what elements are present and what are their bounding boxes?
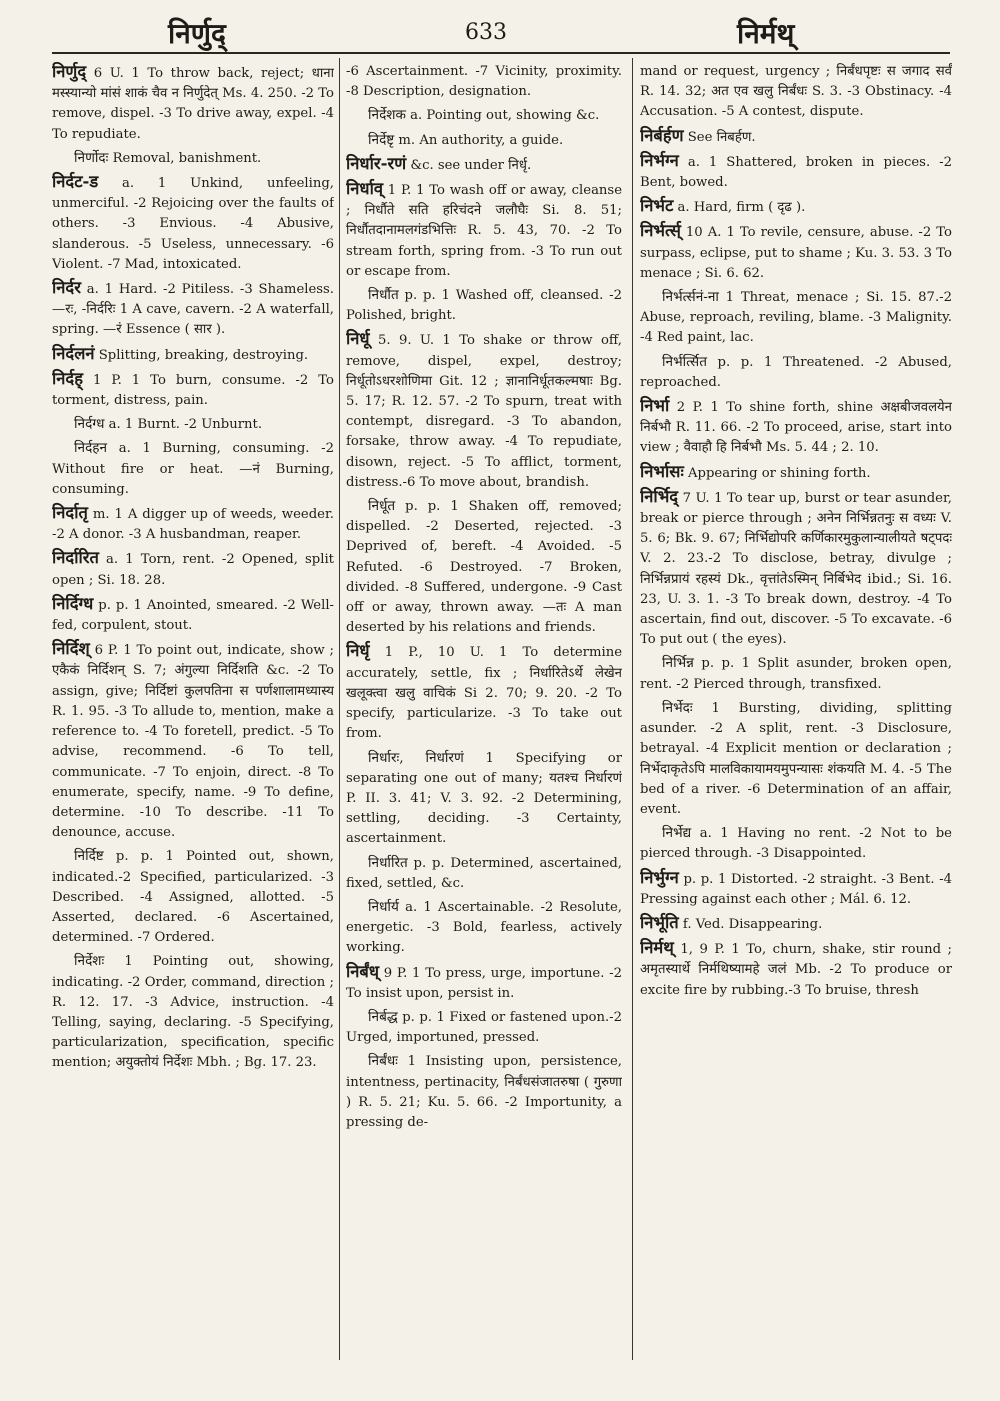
entry-definition: Removal, banishment. bbox=[108, 150, 262, 166]
entry-definition: a. 1 Shattered, broken in pieces. -2 Bent, bowed. bbox=[640, 154, 952, 191]
dictionary-entry bbox=[52, 148, 334, 169]
entry-subword: निर्बद्ध bbox=[368, 1008, 398, 1025]
entry-definition: &c. see under निर्धृ. bbox=[406, 157, 532, 173]
header-rule bbox=[52, 52, 950, 54]
entry-headword: निर्धाव् bbox=[346, 179, 384, 199]
entry-subword: निर्दग्ध bbox=[74, 416, 105, 433]
entry-definition: m. An authority, a guide. bbox=[394, 132, 564, 148]
entry-subword: निर्धूत bbox=[368, 498, 396, 515]
column-1 bbox=[52, 62, 334, 1400]
entry-definition: p. p. 1 Split asunder, broken open, rent. -2 Pierced through, transfixed. bbox=[640, 656, 952, 692]
dictionary-entry bbox=[346, 962, 622, 1004]
entry-definition: p. p. 1 Anointed, smeared. -2 Well-fed, corpulent, stout. bbox=[52, 597, 334, 634]
dictionary-entry bbox=[346, 130, 622, 151]
dictionary-entry bbox=[346, 154, 622, 176]
column-divider bbox=[339, 58, 340, 1360]
dictionary-entry bbox=[52, 172, 334, 275]
dictionary-entry bbox=[52, 344, 334, 366]
dictionary-entry bbox=[640, 352, 952, 393]
entry-headword: निर्दह् bbox=[52, 368, 83, 388]
entry-headword: निर्दारित bbox=[52, 548, 99, 568]
entry-definition: 6 P. 1 To point out, indicate, show ; एकैकं निर्दिशन् S. 7; अंगुल्या निर्दिशति &c. -2 To assign, give; निर्दिष्टां कुलपतिना स पर्णशालामध्यास्य R. 1. 95. -3 To allude to, mention, make a reference to. -4 To foretell, predict. -5 To advise, recommend. -6 To tell, communicate. -7 To enjoin, direct. -8 To enumerate, specify, name. -9 To define, determine. -10 To describe. -11 To denounce, accuse. bbox=[52, 643, 334, 841]
dictionary-entry bbox=[346, 179, 622, 282]
entry-subword: निर्धारः, निर्धारणं bbox=[368, 749, 464, 766]
dictionary-entry bbox=[640, 151, 952, 193]
dictionary-entry bbox=[346, 329, 622, 493]
entry-definition: a. 1 Hard. -2 Pitiless. -3 Shameless. —रः, -निर्दरिः 1 A cave, cavern. -2 A waterfall, spring. —रं Essence ( सार ). bbox=[52, 282, 334, 338]
entry-headword: निर्दलनं bbox=[52, 343, 95, 363]
dictionary-entry bbox=[52, 503, 334, 545]
entry-subword: निर्भर्त्सित bbox=[662, 353, 707, 370]
entry-subword: निर्देष्टृ bbox=[368, 131, 395, 148]
entry-definition: a. Pointing out, showing &c. bbox=[405, 108, 600, 124]
entry-headword: निर्भुग्न bbox=[640, 867, 679, 887]
header-first-word: निर्णुद् bbox=[168, 17, 226, 50]
entry-definition: p. p. 1 Washed off, cleansed. -2 Polished, bright. bbox=[346, 288, 622, 324]
entry-headword: निर्भर्त्स् bbox=[640, 221, 681, 241]
dictionary-entry bbox=[346, 496, 622, 638]
entry-definition: 5. 9. U. 1 To shake or throw off, remove, dispel, expel, destroy; निर्धूतोऽधरशोणिमा Git. 12 ; ज्ञानानिर्धूतकल्मषाः Bg. 5. 17; R. 12. 57. -2 To spurn, treat with contempt, disregard. -3 To abandon, forsake, throw away. -4 To repudiate, disown, reject. -5 To afflict, torment, distress.-6 To move about, brandish. bbox=[346, 333, 622, 490]
dictionary-entry bbox=[52, 639, 334, 843]
dictionary-entry bbox=[640, 653, 952, 694]
dictionary-entry bbox=[52, 438, 334, 500]
entry-subword: निर्धारित bbox=[368, 854, 408, 871]
dictionary-entry bbox=[346, 748, 622, 850]
dictionary-entry bbox=[52, 369, 334, 411]
entry-headword: निर्भिद् bbox=[640, 486, 679, 506]
entry-definition: Splitting, breaking, destroying. bbox=[94, 347, 309, 363]
dictionary-entry bbox=[52, 548, 334, 590]
dictionary-entry bbox=[52, 846, 334, 948]
entry-subword: निर्देशक bbox=[368, 107, 406, 124]
dictionary-entry bbox=[52, 594, 334, 636]
column-2 bbox=[346, 62, 622, 1400]
dictionary-entry bbox=[640, 396, 952, 459]
page-number: 633 bbox=[465, 20, 507, 45]
dictionary-entry bbox=[640, 196, 952, 218]
entry-headword: निर्धू bbox=[346, 329, 370, 349]
entry-headword: निर्मथ् bbox=[640, 938, 674, 958]
dictionary-entry bbox=[640, 221, 952, 284]
entry-subword: निर्भेद्य bbox=[662, 825, 692, 842]
dictionary-entry bbox=[640, 487, 952, 651]
entry-subword: निर्दिष्ट bbox=[74, 848, 104, 865]
running-header bbox=[0, 14, 1000, 54]
entry-headword: निर्भट bbox=[640, 196, 674, 216]
entry-headword: निर्दातृ bbox=[52, 503, 88, 523]
entry-subword: निर्भर्त्सनं-ना bbox=[662, 289, 719, 306]
column-3 bbox=[640, 62, 952, 1400]
dictionary-entry bbox=[640, 698, 952, 820]
entry-definition: 1 P., 10 U. 1 To determine accurately, settle, fix ; निर्धारितेऽर्थे लेखेन खलूक्त्वा खलु वाचिकं Si 2. 70; 9. 20. -2 To specify, particularize. -3 To take out from. bbox=[346, 645, 622, 742]
entry-definition: p. p. 1 Pointed out, shown, indicated.-2 Specified, particularized. -3 Described. -4 Assigned, allotted. -5 Asserted, declared. -6 Ascertained, determined. -7 Ordered. bbox=[52, 849, 334, 946]
entry-definition: Appearing or shining forth. bbox=[683, 465, 871, 481]
dictionary-entry bbox=[640, 126, 952, 148]
entry-subword: निर्भिन्न bbox=[662, 655, 694, 672]
entry-headword: निर्दिग्ध bbox=[52, 593, 94, 613]
entry-definition: 9 P. 1 To press, urge, importune. -2 To insist upon, persist in. bbox=[346, 965, 622, 1001]
entry-headword: निर्भूति bbox=[640, 912, 679, 932]
entry-headword: निर्भा bbox=[640, 396, 670, 416]
entry-definition: a. Hard, firm ( दृढ ). bbox=[673, 200, 806, 216]
entry-subword: निर्धार्य bbox=[368, 898, 399, 915]
entry-definition: 1 Insisting upon, persistence, intentness, pertinacity, निर्बंधसंजातरुषा ( गुरुणा ) R. 5. 21; Ku. 5. 66. -2 Importunity, a pressing de- bbox=[346, 1054, 622, 1130]
entry-definition: a. 1 Burnt. -2 Unburnt. bbox=[104, 417, 263, 433]
entry-definition: 1 Specifying or separating one out of many; यतश्च निर्धारणं P. II. 3. 41; V. 3. 92. -2 Determining, settling, deciding. -3 Certainty, ascertainment. bbox=[346, 750, 622, 847]
dictionary-entry bbox=[346, 105, 622, 126]
dictionary-entry bbox=[346, 897, 622, 959]
entry-definition: -6 Ascertainment. -7 Vicinity, proximity. -8 Description, designation. bbox=[346, 64, 622, 100]
entry-subword: निर्बंधः bbox=[368, 1053, 398, 1070]
dictionary-entry bbox=[52, 951, 334, 1073]
entry-headword: निर्बर्हण bbox=[640, 125, 684, 145]
entry-headword: निर्भासः bbox=[640, 461, 684, 481]
entry-headword: निर्भग्न bbox=[640, 150, 679, 170]
entry-headword: निर्णुद् bbox=[52, 62, 87, 81]
entry-definition: 1 Pointing out, showing, indicating. -2 Order, command, direction ; R. 12. 17. -3 Advice, instruction. -4 Telling, saying, declaring. -5 Specifying, particularization, specification, specific mention; अयुक्तोयं निर्देशः Mbh. ; Bg. 17. 23. bbox=[52, 954, 334, 1071]
dictionary-entry bbox=[346, 1051, 622, 1133]
entry-definition: a. 1 Ascertainable. -2 Resolute, energetic. -3 Bold, fearless, actively working. bbox=[346, 899, 622, 956]
entry-definition: See निबर्हण. bbox=[683, 129, 756, 145]
entry-definition: p. p. 1 Fixed or fastened upon.-2 Urged, importuned, pressed. bbox=[346, 1009, 622, 1046]
entry-definition: p. p. Determined, ascertained, fixed, settled, &c. bbox=[346, 855, 622, 891]
dictionary-entry bbox=[346, 853, 622, 894]
dictionary-entry bbox=[346, 62, 622, 102]
entry-definition: 1 P. 1 To wash off or away, cleanse ; निर्धौते सति हरिचंदने जलौघैः Si. 8. 51; निर्धौतदानामलगंडभित्तिः R. 5. 43, 70. -2 To stream forth, spring from. -3 To run out or escape from. bbox=[346, 183, 622, 279]
entry-definition: a. 1 Torn, rent. -2 Opened, split open ; Si. 18. 28. bbox=[52, 552, 334, 588]
dictionary-entry bbox=[640, 62, 952, 123]
entry-definition: a. 1 Unkind, unfeeling, unmerciful. -2 Rejoicing over the faults of others. -3 Envious. -4 Abusive, slanderous. -5 Useless, unnecessary. -6 Violent. -7 Mad, intoxicated. bbox=[52, 176, 334, 272]
dictionary-entry bbox=[640, 913, 952, 935]
entry-subword: निर्दहन bbox=[74, 440, 108, 457]
entry-subword: निर्णोदः bbox=[74, 149, 109, 166]
dictionary-entry bbox=[346, 285, 622, 326]
entry-definition: 1 P. 1 To burn, consume. -2 To torment, distress, pain. bbox=[52, 372, 334, 409]
entry-definition: 6 U. 1 To throw back, reject; धाना मस्स्यान्यो मांसं शाकं चैव न निर्णुदेत् Ms. 4. 250. -2 To remove, dispel. -3 To drive away, expel. -4 To repudiate. bbox=[52, 66, 334, 142]
entry-definition: 10 A. 1 To revile, censure, abuse. -2 To surpass, eclipse, put to shame ; Ku. 3. 53. 3 To menace ; Si. 6. 62. bbox=[640, 225, 952, 281]
dictionary-entry bbox=[640, 823, 952, 864]
dictionary-entry bbox=[346, 1007, 622, 1048]
entry-definition: mand or request, urgency ; निर्बंधपृष्टः स जगाद सर्वं R. 14. 32; अत एव खलु निर्बंधः S. 3. -3 Obstinacy. -4 Accusation. -5 A contest, dispute. bbox=[640, 64, 952, 120]
dictionary-entry bbox=[52, 278, 334, 341]
entry-definition: p. p. 1 Threatened. -2 Abused, reproached. bbox=[640, 354, 952, 390]
entry-headword: निर्धार-रणं bbox=[346, 153, 407, 173]
entry-headword: निर्दट-ड bbox=[52, 172, 99, 192]
entry-definition: 1, 9 P. 1 To, churn, shake, stir round ; अमृतस्यार्थे निर्मथिष्यामहे जलं Mb. -2 To produce or excite fire by rubbing.-3 To bruise, thresh bbox=[640, 942, 952, 998]
entry-definition: a. 1 Having no rent. -2 Not to be pierced through. -3 Disappointed. bbox=[640, 826, 952, 862]
entry-definition: 1 Bursting, dividing, splitting asunder. -2 A split, rent. -3 Disclosure, betrayal. -4 Explicit mention or declaration ; निर्भेदाकृतेऽपि मालविकायामयमुपन्यासः शंकयति M. 4. -5 The bed of a river. -6 Determination of an affair, event. bbox=[640, 700, 952, 817]
entry-definition: p. p. 1 Distorted. -2 straight. -3 Bent. -4 Pressing against each other ; Mál. 6. 12. bbox=[640, 871, 952, 907]
entry-definition: p. p. 1 Shaken off, removed; dispelled. -2 Deserted, rejected. -3 Deprived of, bereft. -4 Avoided. -5 Refuted. -6 Destroyed. -7 Broken, divided. -8 Suffered, undergone. -9 Cast off or away, thrown away. —तः A man deserted by his relations and friends. bbox=[346, 499, 622, 636]
dictionary-entry bbox=[52, 62, 334, 145]
entry-headword: निर्बंध् bbox=[346, 961, 379, 981]
dictionary-entry bbox=[640, 868, 952, 910]
entry-headword: निर्दिश् bbox=[52, 639, 90, 659]
column-divider bbox=[632, 58, 633, 1360]
header-last-word: निर्मथ् bbox=[737, 17, 795, 50]
entry-definition: 7 U. 1 To tear up, burst or tear asunder, break or pierce through ; अनेन निर्भिन्नतनुः स वध्यः V. 5. 6; Bk. 9. 67; निर्भिद्योपरि कर्णिकारमुकुलान्यालीयते षट्पदः V. 2. 23.-2 To disclose, betray, divulge ; निर्भिन्नप्रायं रहस्यं Dk., वृत्तांतेऽस्मिन् निर्बिभेद ibid.; Si. 16. 23, U. 3. 1. -3 To break down, destroy. -4 To ascertain, find out, discover. -5 To excavate. -6 To put out ( the eyes). bbox=[640, 490, 952, 648]
entry-headword: निर्धृ bbox=[346, 641, 370, 661]
entry-subword: निर्भेदः bbox=[662, 699, 693, 716]
dictionary-entry bbox=[346, 641, 622, 744]
entry-subword: निर्धौत bbox=[368, 287, 399, 304]
entry-subword: निर्देशः bbox=[74, 953, 105, 970]
entry-definition: a. 1 Burning, consuming. -2 Without fire or heat. —नं Burning, consuming. bbox=[52, 441, 334, 497]
dictionary-entry bbox=[640, 287, 952, 349]
entry-definition: 2 P. 1 To shine forth, shine अक्षबीजवलयेन निर्बभौ R. 11. 66. -2 To proceed, arise, start into view ; वैवाहौ हि निर्बभौ Ms. 5. 44 ; 2. 10. bbox=[640, 400, 952, 456]
dictionary-entry bbox=[52, 414, 334, 435]
entry-definition: m. 1 A digger up of weeds, weeder. -2 A donor. -3 A husbandman, reaper. bbox=[52, 507, 334, 543]
dictionary-entry bbox=[640, 462, 952, 484]
entry-definition: f. Ved. Disappearing. bbox=[678, 916, 823, 932]
entry-definition: 1 Threat, menace ; Si. 15. 87.-2 Abuse, reproach, reviling, blame. -3 Malignity. -4 Red paint, lac. bbox=[640, 290, 952, 346]
dictionary-entry bbox=[640, 938, 952, 1001]
entry-headword: निर्दर bbox=[52, 278, 81, 298]
